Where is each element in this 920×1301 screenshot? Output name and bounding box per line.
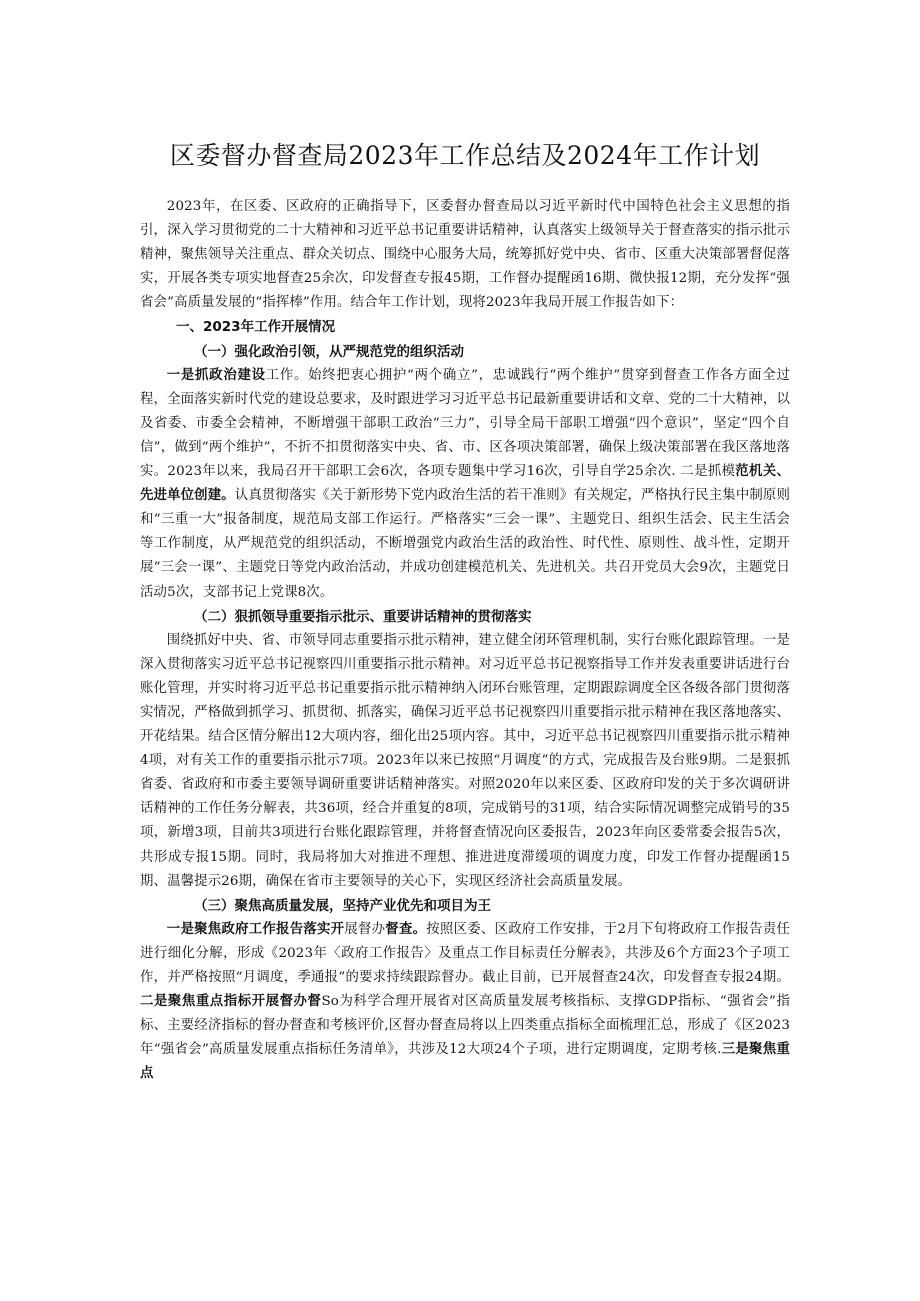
body-text: 按照区委、区政府工作安排，于2月下旬将政府工作报告责任进行细化分解，形成《2023年〈政府工作报告〉及重点工作目标责任分解表》，共涉及6个方面23个子项工作，并严格按照“月调度，季通报”的要求持续跟踪督办。截止目前，已开展督查24次，印发督查专报24期。 (140, 921, 790, 985)
lead-phrase: 一是聚焦政府工作报告落实开 (166, 921, 345, 937)
subsection-2-paragraph: 围绕抓好中央、省、市领导同志重要指示批示精神，建立健全闭环管理机制，实行台账化跟踪管理。一是深入贯彻落实习近平总书记视察四川重要指示批示精神。对习近平总书记视察指导工作并发表重要讲话进行台账化管理，并实时将习近平总书记重要指示批示精神纳入闭环台账管理，定期跟踪调度全区各级各部门贯彻落实情况，严格做到抓学习、抓贯彻、抓落实，确保习近平总书记视察四川重要指示批示精神在我区落地落实、开花结果。结合区情分解出12大项内容，细化出25项内容。其中，习近平总书记视察四川重要指示批示精神4项，对有关工作的重要指示批示7项。2023年以来已按照“月调度”的方式，完成报告及台账9期。二是狠抓省委、省政府和市委主要领导调研重要讲话精神落实。对照2020年以来区委、区政府印发的关于多次调研讲话精神的工作任务分解表，共36项，经合并重复的8项，完成销号的31项，结合实际情况调整完成销号的35项，新增3项，目前共3项进行台账化跟踪管理，并将督查情况向区委报告，2023年向区委常委会报告5次，共形成专报15期。同时，我局将加大对推进不理想、推进进度滞缓项的调度力度，印发工作督办提醒函15期、温馨提示26期，确保在省市主要领导的关心下，实现区经济社会高质量发展。 (140, 632, 790, 889)
lead-phrase: 二是聚焦重点指标开展督办督 (140, 994, 322, 1010)
body-text: So为科学合理开展省对区高质量发展考核指标、支撑GDP指标、“强省会”指标、主要经济指标的督办督查和考核评价,区督办督查局将以上四类重点指标全面梳理汇总，形成了《区2023年“强省会”高质量发展重点指标任务清单》，共涉及12大项24个子项，进行定期调度，定期考核. (140, 994, 790, 1058)
subsection-heading-2: （二）狠抓领导重要指示批示、重要讲话精神的贯彻落实 (194, 608, 532, 625)
subsection-heading-1: （一）强化政治引领，从严规范党的组织活动 (194, 343, 464, 360)
body-text: 展督办 (344, 921, 386, 937)
subsection-3-paragraph (140, 918, 790, 1087)
section-heading-1: 一、2023年工作开展情况 (176, 319, 336, 336)
body-text: 工作。始终把衷心拥护“两个确立”，忠诚践行“两个维护”贯穿到督查工作各方面全过程，全面落实新时代党的建设总要求，及时跟进学习习近平总书记最新重要讲话和文章、党的二十大精神，以及省委、市委全会精神，不断增强干部职工政治“三力”，引导全局干部职工增强“四个意识”，坚定“四个自信”，做到“两个维护”，不折不扣贯彻落实中央、省、市、区各项决策部署，确保上级决策部署在我区落地落实。2023年以来，我局召开干部职工会6次，各项专题集中学习16次，引导自学25余次. 二是抓模 (140, 367, 790, 480)
intro-paragraph: 2023年，在区委、区政府的正确指导下，区委督办督查局以习近平新时代中国特色社会主义思想的指引，深入学习贯彻党的二十大精神和习近平总书记重要讲话精神，认真落实上级领导关于督查落实的指示批示精神，聚焦领导关注重点、群众关切点、围绕中心服务大局，统筹抓好党中央、省市、区重大决策部署督促落实，开展各类专项实地督查25余次，印发督查专报45期，工作督办提醒函16期、微快报12期，充分发挥“强省会”高质量发展的“指挥棒”作用。结合年工作计划，现将2023年我局开展工作报告如下： (140, 199, 790, 311)
document-page (140, 138, 790, 1086)
lead-phrase: 范机关、先进单位创建。 (140, 464, 790, 504)
lead-phrase: 一是抓政治建设 (166, 367, 266, 383)
body-text: 认真贯彻落实《关于新形势下党内政治生活的若干准则》有关规定，严格执行民主集中制原则和“三重一大”报备制度，规范局支部工作运行。严格落实“三会一课”、主题党日、组织生活会、民主生活会等工作制度，从严规范党的组织活动，不断增强党内政治生活的政治性、时代性、原则性、战斗性，定期开展“三会一课”、主题党日等党内政治活动，并成功创建模范机关、先进机关。共召开党员大会9次，主题党日活动5次，支部书记上党课8次。 (140, 488, 790, 600)
document-title: 区委督办督查局2023年工作总结及2024年工作计划 (169, 141, 761, 170)
subsection-heading-3: （三）聚焦高质量发展，坚持产业优先和项目为王 (194, 897, 491, 914)
lead-phrase: 督查。 (385, 921, 427, 937)
subsection-1-paragraph (140, 364, 790, 605)
lead-phrase: 三是聚焦重点 (140, 1042, 791, 1082)
